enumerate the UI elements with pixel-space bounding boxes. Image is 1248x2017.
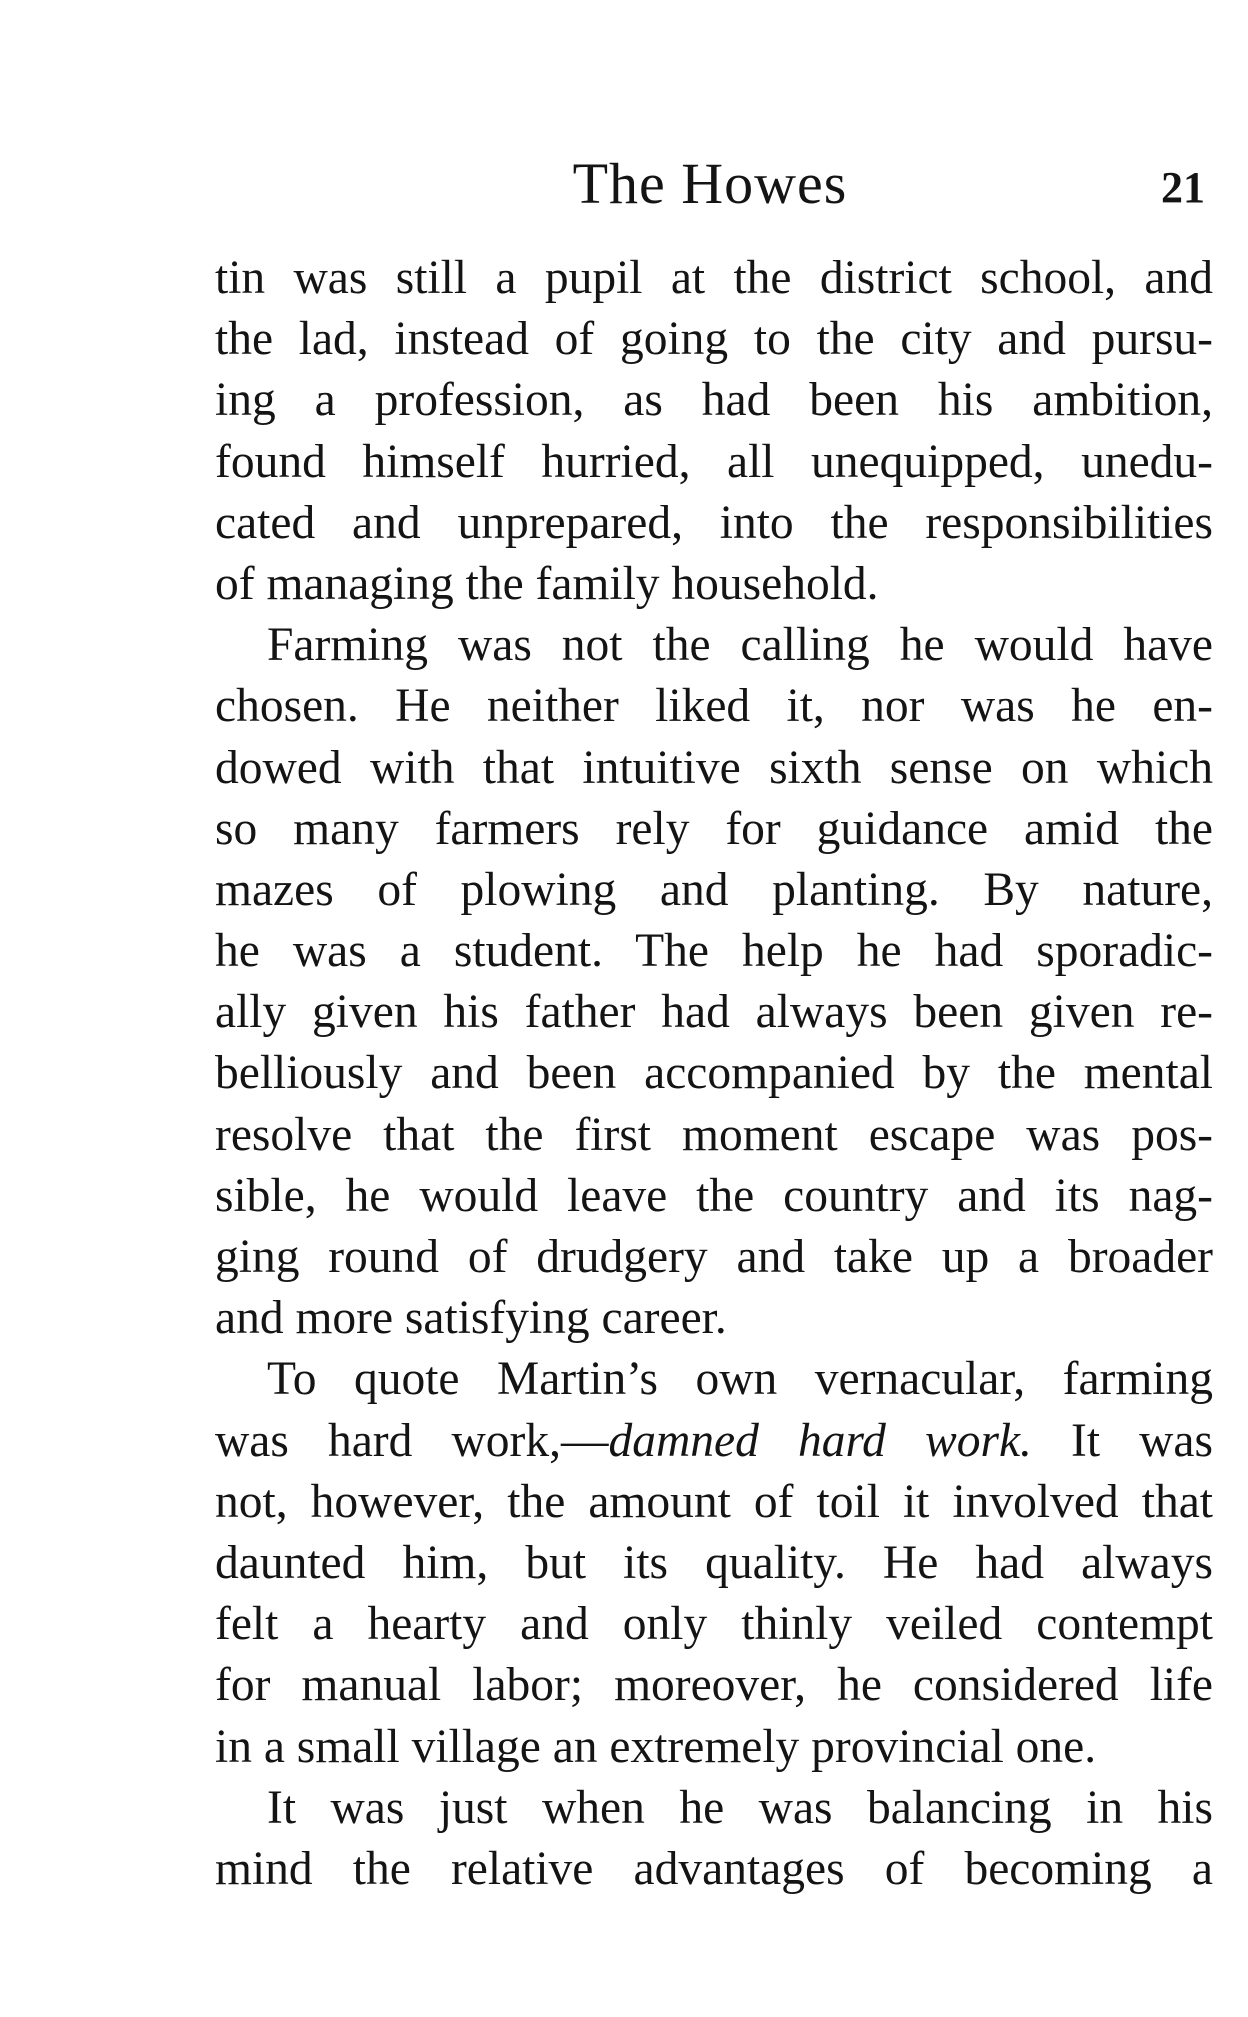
paragraph-3 bbox=[215, 1349, 1213, 1777]
text-line: he was a student. The help he had sporadic- bbox=[215, 925, 1213, 978]
text-line: so many farmers rely for guidance amid the bbox=[215, 802, 1213, 855]
paragraph-2 bbox=[215, 615, 1213, 1349]
text-line: It was just when he was balancing in his bbox=[267, 1781, 1213, 1834]
text-line: ging round of drudgery and take up a broader bbox=[215, 1231, 1213, 1283]
text-line: ing a profession, as had been his ambition, bbox=[215, 374, 1213, 427]
page-number: 21 bbox=[1161, 163, 1205, 212]
page-header bbox=[215, 148, 1205, 220]
text-line: for manual labor; moreover, he considered life bbox=[215, 1659, 1213, 1712]
text-line: mazes of plowing and planting. By nature, bbox=[215, 863, 1213, 916]
text-line: cated and unprepared, into the responsibilities bbox=[215, 496, 1213, 549]
text-line: in a small village an extremely provincial one. bbox=[215, 1720, 1097, 1773]
text-line: Farming was not the calling he would have bbox=[267, 619, 1213, 672]
text-line: ally given his father had always been given re- bbox=[215, 986, 1213, 1039]
text-line: found himself hurried, all unequipped, unedu- bbox=[215, 435, 1213, 488]
text-line: belliously and been accompanied by the mental bbox=[215, 1047, 1213, 1100]
text-segment: It was bbox=[1031, 1414, 1213, 1467]
text-line: the lad, instead of going to the city and pursu- bbox=[215, 313, 1213, 366]
text-line: and more satisfying career. bbox=[215, 1292, 727, 1345]
text-line-with-italic bbox=[215, 1411, 1213, 1472]
text-line: chosen. He neither liked it, nor was he en- bbox=[215, 680, 1213, 733]
text-line: tin was still a pupil at the district school, and bbox=[215, 252, 1213, 304]
italic-phrase: damned hard work. bbox=[608, 1414, 1032, 1467]
body-text bbox=[215, 248, 1213, 1900]
text-line: mind the relative advantages of becoming a bbox=[215, 1842, 1213, 1895]
text-line: resolve that the first moment escape was pos- bbox=[215, 1108, 1213, 1161]
running-title: The Howes bbox=[572, 151, 848, 216]
text-line: felt a hearty and only thinly veiled contempt bbox=[215, 1598, 1213, 1651]
text-line: dowed with that intuitive sixth sense on which bbox=[215, 741, 1213, 794]
text-line: sible, he would leave the country and its nag- bbox=[215, 1169, 1213, 1222]
text-line: of managing the family household. bbox=[215, 557, 879, 610]
text-segment: was hard work,— bbox=[215, 1414, 609, 1467]
paragraph-1 bbox=[215, 248, 1213, 615]
paragraph-4 bbox=[215, 1778, 1213, 1900]
text-line: daunted him, but its quality. He had always bbox=[215, 1536, 1213, 1589]
text-line: not, however, the amount of toil it involved that bbox=[215, 1475, 1213, 1528]
text-line: To quote Martin’s own vernacular, farming bbox=[267, 1353, 1213, 1406]
